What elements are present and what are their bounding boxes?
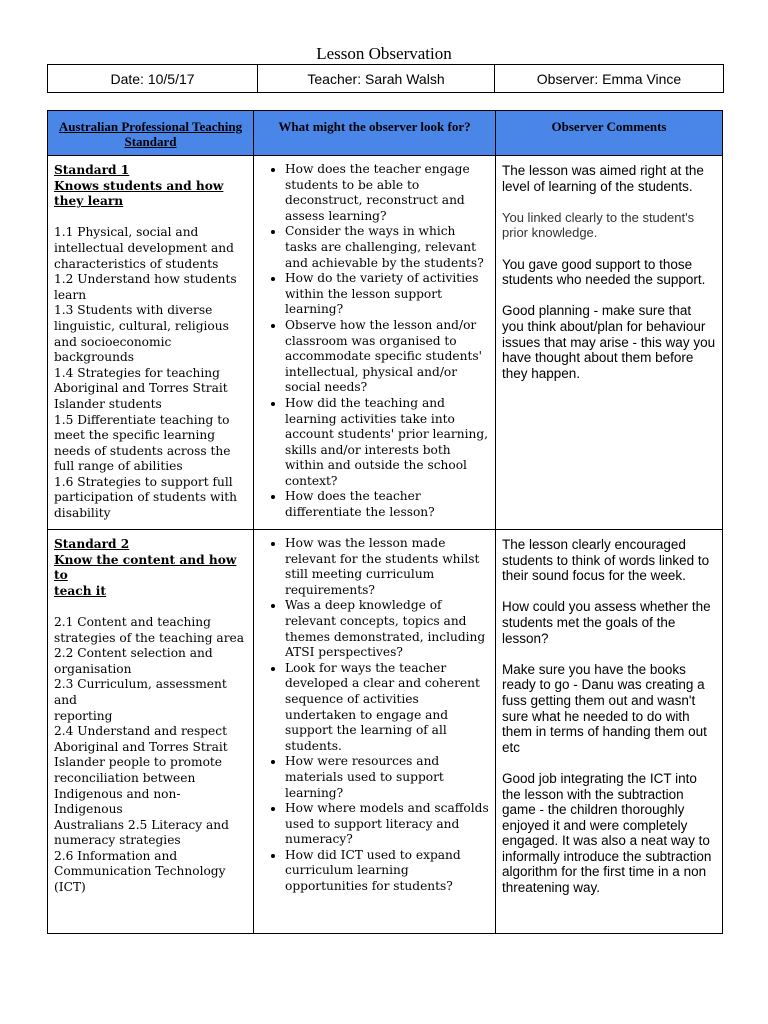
list-item: • Consider the ways in which tasks are challenging, relevant and achievable by the students? xyxy=(285,224,491,271)
column-header-look-for-label: What might the observer look for? xyxy=(278,119,471,134)
comment-paragraph: Good job integrating the ICT into the lesson with the subtraction game - the children thoroughly enjoyed it and were completely engaged. It was also a neat way to informally introduce the subtraction algorithm for the first time in a non threatening way. xyxy=(502,770,712,896)
standard-label: Standard 2 xyxy=(54,537,130,551)
teacher-field: Teacher: Sarah Walsh xyxy=(258,65,495,93)
list-item: • How where models and scaffolds used to support literacy and numeracy? xyxy=(285,801,491,848)
standard-cell xyxy=(48,156,254,530)
column-header-look-for xyxy=(254,111,496,156)
question-list xyxy=(260,162,491,521)
question-list xyxy=(260,536,491,895)
standard-title: Knows students and how they learn xyxy=(54,178,224,209)
list-item: • How did ICT used to expand curriculum learning opportunities for students? xyxy=(285,848,491,895)
comment-paragraph: Good planning - make sure that you think about/plan for behaviour issues that may arise - this way you have thought about them before they happen. xyxy=(502,303,716,381)
comment-paragraph: You gave good support to those students who needed the support. xyxy=(502,256,706,288)
list-item: • How did the teaching and learning activities take into account students' prior learning, skills and/or interests both within and outside the school context? xyxy=(285,396,491,490)
comment-paragraph: The lesson was aimed right at the level of learning of the students. xyxy=(502,163,704,194)
table-row xyxy=(48,530,723,934)
column-header-standard xyxy=(48,111,254,156)
column-header-standard-label: Australian Professional Teaching Standard xyxy=(58,119,243,149)
look-for-cell xyxy=(254,156,496,530)
date-field: Date: 10/5/17 xyxy=(48,65,258,93)
column-header-comments-label: Observer Comments xyxy=(551,119,667,134)
page-title: Lesson Observation xyxy=(316,44,452,63)
standard-items: 2.1 Content and teaching strategies of the teaching area 2.2 Content selection and organisation 2.3 Curriculum, assessment and reporting 2.4 Understand and respect Aboriginal and Torres Strait Islander people to promote reconciliation between Indigenous and non-Indigenous Australians 2.5 Literacy and numeracy strategies 2.6 Information and Communication Technology (ICT) xyxy=(54,614,244,895)
comment-paragraph: Make sure you have the books ready to go - Danu was creating a fuss getting them out and wasn't sure what he needed to do with them in terms of handing them out etc xyxy=(502,661,707,755)
standard-label: Standard 1 xyxy=(54,163,130,177)
comment-paragraph: You linked clearly to the student's prior knowledge. xyxy=(502,209,695,241)
comments-cell xyxy=(496,156,723,530)
look-for-cell xyxy=(254,530,496,934)
table-row xyxy=(48,156,723,530)
list-item: • Look for ways the teacher developed a clear and coherent sequence of activities undertaken to engage and support the learning of all students. xyxy=(285,661,491,755)
observation-table xyxy=(47,110,723,934)
observer-field: Observer: Emma Vince xyxy=(495,65,724,93)
list-item: • How does the teacher engage students to be able to deconstruct, reconstruct and assess learning? xyxy=(285,162,491,224)
column-header-row xyxy=(48,111,723,156)
list-item: • Observe how the lesson and/or classroom was organised to accommodate specific students' intellectual, physical and/or social needs? xyxy=(285,318,491,396)
list-item: • How do the variety of activities within the lesson support learning? xyxy=(285,271,491,318)
list-item: • How does the teacher differentiate the lesson? xyxy=(285,489,491,520)
list-item: • How were resources and materials used to support learning? xyxy=(285,754,491,801)
comment-paragraph: How could you assess whether the students met the goals of the lesson? xyxy=(502,599,711,646)
comment-paragraph: The lesson clearly encouraged students to think of words linked to their sound focus for the week. xyxy=(502,537,710,584)
comments-cell xyxy=(496,530,723,934)
standard-title: Know the content and how to teach it xyxy=(54,552,237,598)
standard-cell xyxy=(48,530,254,934)
list-item: • Was a deep knowledge of relevant concepts, topics and themes demonstrated, including ATSI perspectives? xyxy=(285,598,491,660)
standard-items: 1.1 Physical, social and intellectual development and characteristics of students 1.2 Understand how students learn 1.3 Students with diverse linguistic, cultural, religious and socioeconomic backgrounds 1.4 Strategies for teaching Aboriginal and Torres Strait Islander students 1.5 Differentiate teaching to meet the specific learning needs of students across the full range of abilities 1.6 Strategies to support full participation of students with disability xyxy=(54,225,238,521)
header-table xyxy=(47,64,724,93)
column-header-comments xyxy=(496,111,723,156)
list-item: • How was the lesson made relevant for the students whilst still meeting curriculum requirements? xyxy=(285,536,491,598)
